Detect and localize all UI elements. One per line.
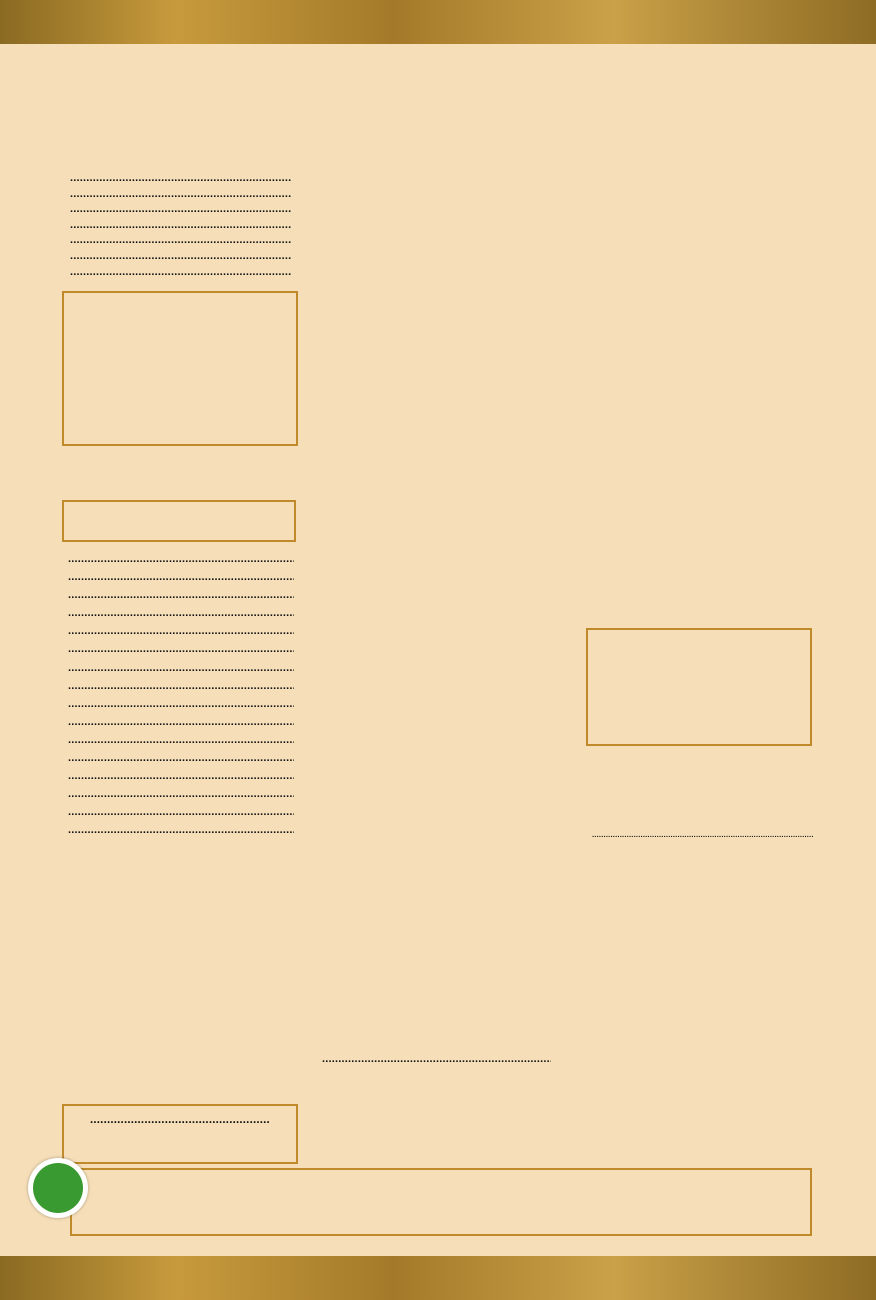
dot-leader xyxy=(68,733,294,749)
dot-leader xyxy=(68,823,294,839)
menu-item-row xyxy=(68,733,294,749)
kebab-ransk-row xyxy=(322,1050,551,1069)
dot-leader xyxy=(68,588,294,604)
menu-item xyxy=(70,233,291,249)
dot-leader xyxy=(68,715,294,731)
menu-item xyxy=(68,679,294,695)
menu-item-row xyxy=(68,588,294,604)
menu-item xyxy=(68,552,294,568)
menu-item xyxy=(68,606,294,622)
top-wood-band xyxy=(0,0,876,44)
menu-item xyxy=(70,249,291,265)
dot-leader xyxy=(70,187,291,203)
menu-item-row xyxy=(68,697,294,713)
info-icon-ring xyxy=(28,1158,88,1218)
menu-item xyxy=(68,787,294,803)
info-icon xyxy=(33,1163,83,1213)
menu-item xyxy=(68,697,294,713)
menu-item xyxy=(68,733,294,749)
menu-item xyxy=(68,624,294,640)
menu-item-row xyxy=(68,570,294,586)
menu-item xyxy=(70,265,291,281)
menu-item-row xyxy=(68,606,294,622)
menu-item-row xyxy=(70,249,291,265)
menu-item-row xyxy=(68,679,294,695)
pihvit-options-box xyxy=(62,291,298,446)
menu-item-row xyxy=(70,265,291,281)
dot-leader xyxy=(68,787,294,803)
pihvit-list xyxy=(70,171,291,280)
dot-leader xyxy=(68,697,294,713)
dot-leader xyxy=(68,751,294,767)
dot-leader xyxy=(70,249,291,265)
menu-item xyxy=(68,715,294,731)
menu-item-row xyxy=(70,233,291,249)
menu-item-row xyxy=(68,823,294,839)
menu-item-row xyxy=(68,787,294,803)
menu-item-row xyxy=(68,805,294,821)
menu-item xyxy=(68,570,294,586)
menu-item xyxy=(68,751,294,767)
menu-item xyxy=(70,171,291,187)
menu-item-row xyxy=(68,751,294,767)
menu-item xyxy=(68,588,294,604)
menu-item-row xyxy=(68,769,294,785)
dot-leader xyxy=(68,661,294,677)
bottom-wood-band xyxy=(0,1256,876,1300)
student-line2 xyxy=(86,1113,270,1127)
dot-leader xyxy=(70,171,291,187)
dot-leader xyxy=(68,805,294,821)
dot-leader xyxy=(70,233,291,249)
menu-item xyxy=(70,202,291,218)
menu-item-row xyxy=(68,642,294,658)
menu-item-row xyxy=(68,552,294,568)
siivet-notes xyxy=(592,828,814,842)
dot-leader xyxy=(68,679,294,695)
menu-item xyxy=(70,218,291,234)
kebab-extras xyxy=(322,1050,551,1069)
pasta-choice-box xyxy=(62,500,296,542)
menu-item-row xyxy=(70,202,291,218)
menu-item xyxy=(68,769,294,785)
dot-leader xyxy=(68,552,294,568)
menu-item-row xyxy=(68,715,294,731)
dot-leader xyxy=(68,769,294,785)
menu-item xyxy=(68,642,294,658)
dot-leader xyxy=(68,570,294,586)
menu-item xyxy=(68,661,294,677)
menu-item xyxy=(70,187,291,203)
pasta-list xyxy=(68,552,294,842)
menu-item xyxy=(68,805,294,821)
student-discount-box xyxy=(62,1104,298,1164)
menu-item-row xyxy=(68,624,294,640)
info-box xyxy=(70,1168,812,1236)
dot-leader xyxy=(68,624,294,640)
menu-item-row xyxy=(68,661,294,677)
dot-leader xyxy=(68,606,294,622)
dot-leader xyxy=(68,642,294,658)
dot-leader xyxy=(70,202,291,218)
menu-item-row xyxy=(70,218,291,234)
fries-row xyxy=(592,828,814,842)
dot-leader xyxy=(70,265,291,281)
menu-item xyxy=(68,823,294,839)
menu-item-row xyxy=(70,171,291,187)
extras-box xyxy=(586,628,812,746)
dot-leader xyxy=(70,218,291,234)
menu-item-row xyxy=(70,187,291,203)
